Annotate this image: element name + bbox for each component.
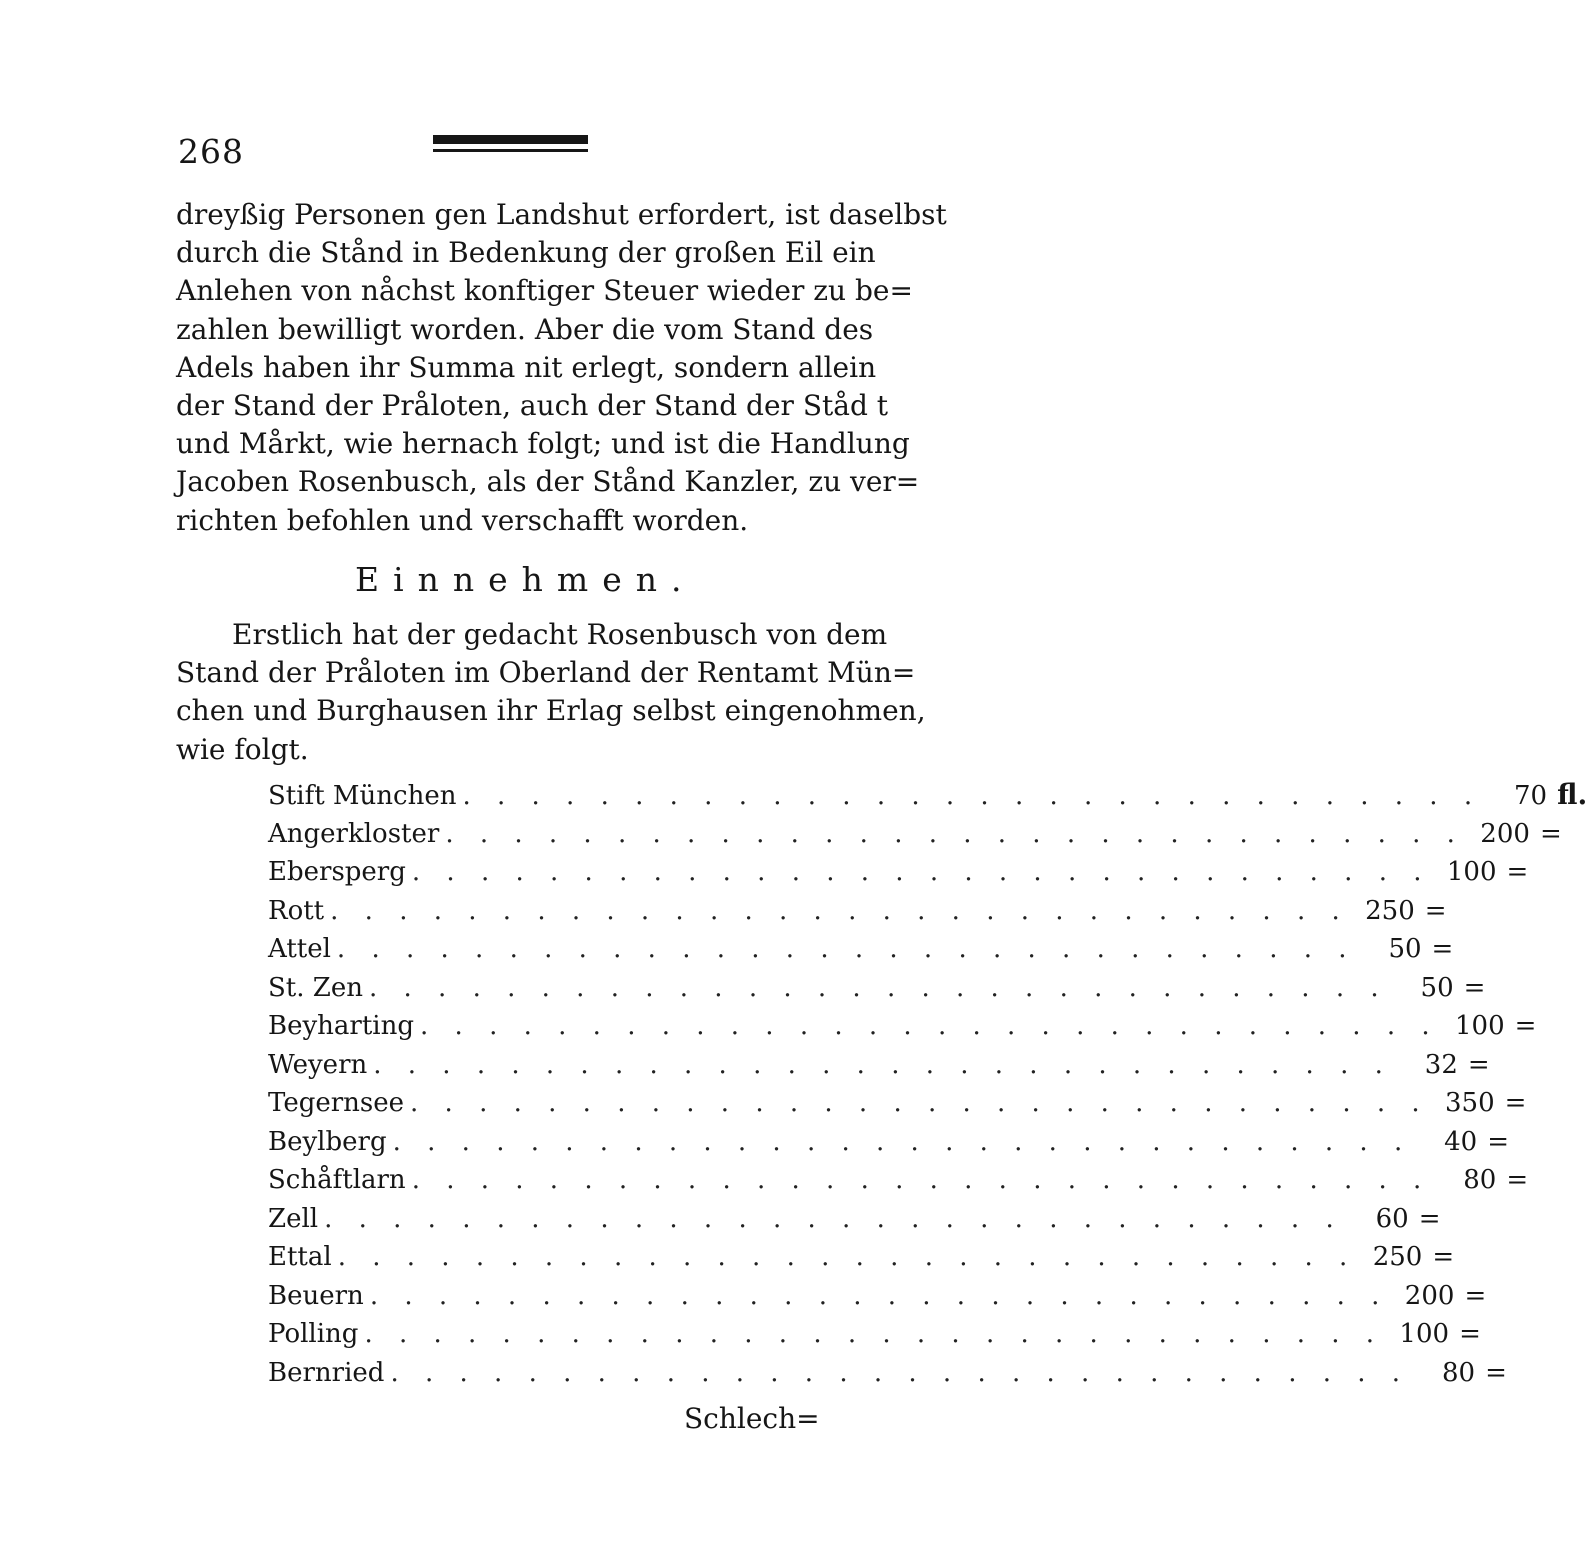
leader-dots	[410, 1084, 1429, 1123]
ledger-name: Beyharting	[268, 1011, 415, 1041]
ledger-amount: 32	[1424, 1049, 1458, 1080]
ledger-amount: 40	[1444, 1126, 1478, 1157]
ledger-unit: =	[1424, 895, 1447, 926]
section-heading: Einnehmen.	[355, 560, 696, 599]
paragraph-line: dreyßig Personen gen Landshut erfordert, ist daselbst	[176, 198, 947, 231]
ledger-name: Bernried	[268, 1357, 385, 1388]
ledger-row	[268, 815, 1562, 854]
ledger-row	[268, 1238, 1455, 1277]
ledger-row	[268, 1007, 1537, 1046]
ledger-row	[268, 1277, 1487, 1316]
leader-dots	[364, 1315, 1383, 1354]
paragraph-line: Jacoben Rosenbusch, als der Stånd Kanzler, zu ver=	[176, 465, 920, 499]
ledger-row	[268, 930, 1454, 969]
leader-dots	[373, 1046, 1392, 1085]
paragraph-line: chen und Burghausen ihr Erlag selbst eingenohmen,	[176, 694, 926, 728]
ledger-row	[268, 1046, 1490, 1085]
header-rule-thin-bar	[433, 149, 588, 152]
ledger-unit: =	[1463, 972, 1486, 1003]
ledger-unit: =	[1485, 1357, 1507, 1388]
ledger-row	[268, 1354, 1507, 1393]
ledger-list	[268, 776, 1587, 1392]
ledger-unit: =	[1464, 1280, 1487, 1311]
ledger-amount: 50	[1388, 934, 1422, 964]
intro-paragraph	[176, 616, 926, 769]
ledger-name: Weyern	[268, 1049, 368, 1080]
ledger-name: Rott	[268, 895, 325, 926]
ledger-name: Beylberg	[268, 1126, 387, 1157]
ledger-unit: =	[1487, 1126, 1510, 1157]
ledger-amount: 80	[1441, 1357, 1476, 1388]
leader-dots	[338, 1238, 1357, 1277]
leader-dots	[370, 1277, 1389, 1316]
ledger-amount: 80	[1463, 1165, 1497, 1195]
ledger-amount: 350	[1445, 1088, 1495, 1118]
ledger-unit: =	[1506, 857, 1529, 887]
ledger-amount: 250	[1365, 895, 1415, 926]
paragraph-line: Stand der Pråloten im Oberland der Rentamt Mün=	[176, 656, 916, 690]
ledger-row	[268, 1084, 1527, 1123]
ledger-name: Beuern	[268, 1280, 364, 1311]
ledger-amount: 70	[1514, 781, 1548, 811]
leader-dots	[393, 1123, 1412, 1162]
ledger-name: Tegernsee	[268, 1088, 405, 1118]
leader-dots	[324, 1200, 1343, 1239]
ledger-unit: =	[1539, 818, 1562, 849]
ledger-unit: fl.	[1557, 778, 1587, 811]
ledger-name: Stift München	[268, 781, 457, 811]
ledger-row	[268, 892, 1447, 931]
ledger-name: Ebersperg	[268, 857, 406, 887]
paragraph-line: und Mårkt, wie hernach folgt; und ist die Handlung	[176, 427, 910, 461]
ledger-name: Ettal	[268, 1242, 332, 1272]
paragraph-line: der Stand der Pråloten, auch der Stand der Ståd t	[176, 388, 889, 422]
leader-dots	[462, 777, 1481, 816]
leader-dots	[420, 1007, 1439, 1046]
ledger-amount: 200	[1404, 1280, 1455, 1311]
catchword: Schlech=	[684, 1402, 820, 1435]
ledger-unit: =	[1514, 1011, 1537, 1041]
ledger-amount: 100	[1446, 857, 1497, 887]
leader-dots	[330, 892, 1349, 931]
ledger-name: Zell	[268, 1203, 319, 1234]
ledger-row	[268, 969, 1486, 1008]
ledger-amount: 50	[1420, 972, 1454, 1003]
ledger-row	[268, 1123, 1510, 1162]
ledger-unit: =	[1467, 1049, 1490, 1080]
ledger-name: Angerkloster	[268, 818, 440, 849]
ledger-name: St. Zen	[268, 972, 363, 1003]
ledger-row	[268, 853, 1529, 892]
ledger-unit: =	[1431, 934, 1454, 964]
page-number: 268	[178, 132, 244, 171]
ledger-name: Schåftlarn	[268, 1165, 406, 1195]
paragraph-line: zahlen bewilligt worden. Aber die vom Stand des	[176, 312, 874, 346]
ledger-row	[268, 1161, 1529, 1200]
ledger-unit: =	[1418, 1203, 1441, 1234]
ledger-row	[268, 776, 1587, 815]
paragraph-line: durch die Stånd in Bedenkung der großen Eil ein	[176, 236, 876, 270]
ledger-unit: =	[1432, 1242, 1455, 1272]
ledger-unit: =	[1506, 1165, 1529, 1195]
paragraph-line: richten befohlen und verschafft worden.	[176, 503, 749, 537]
ledger-name: Attel	[268, 934, 331, 964]
body-paragraph	[176, 196, 947, 540]
leader-dots	[369, 969, 1388, 1008]
ledger-row	[268, 1200, 1441, 1239]
ledger-amount: 200	[1480, 818, 1530, 849]
leader-dots	[445, 815, 1464, 854]
leader-dots	[412, 1161, 1431, 1200]
ledger-amount: 100	[1399, 1319, 1450, 1349]
ledger-name: Polling	[268, 1319, 359, 1349]
ledger-row	[268, 1315, 1481, 1354]
header-rule	[433, 135, 588, 155]
ledger-amount: 250	[1372, 1242, 1423, 1272]
paragraph-line: Anlehen von nåchst konftiger Steuer wieder zu be=	[176, 274, 913, 308]
leader-dots	[412, 853, 1431, 892]
ledger-amount: 60	[1375, 1203, 1409, 1234]
ledger-unit: =	[1459, 1319, 1481, 1349]
ledger-amount: 100	[1455, 1011, 1505, 1041]
leader-dots	[390, 1354, 1409, 1393]
paragraph-line: wie folgt.	[176, 732, 309, 766]
header-rule-thick-bar	[433, 135, 588, 144]
ledger-unit: =	[1504, 1088, 1527, 1118]
leader-dots	[337, 930, 1356, 969]
paragraph-line: Adels haben ihr Summa nit erlegt, sondern allein	[176, 350, 877, 384]
paragraph-line: Erstlich hat der gedacht Rosenbusch von dem	[232, 618, 888, 651]
